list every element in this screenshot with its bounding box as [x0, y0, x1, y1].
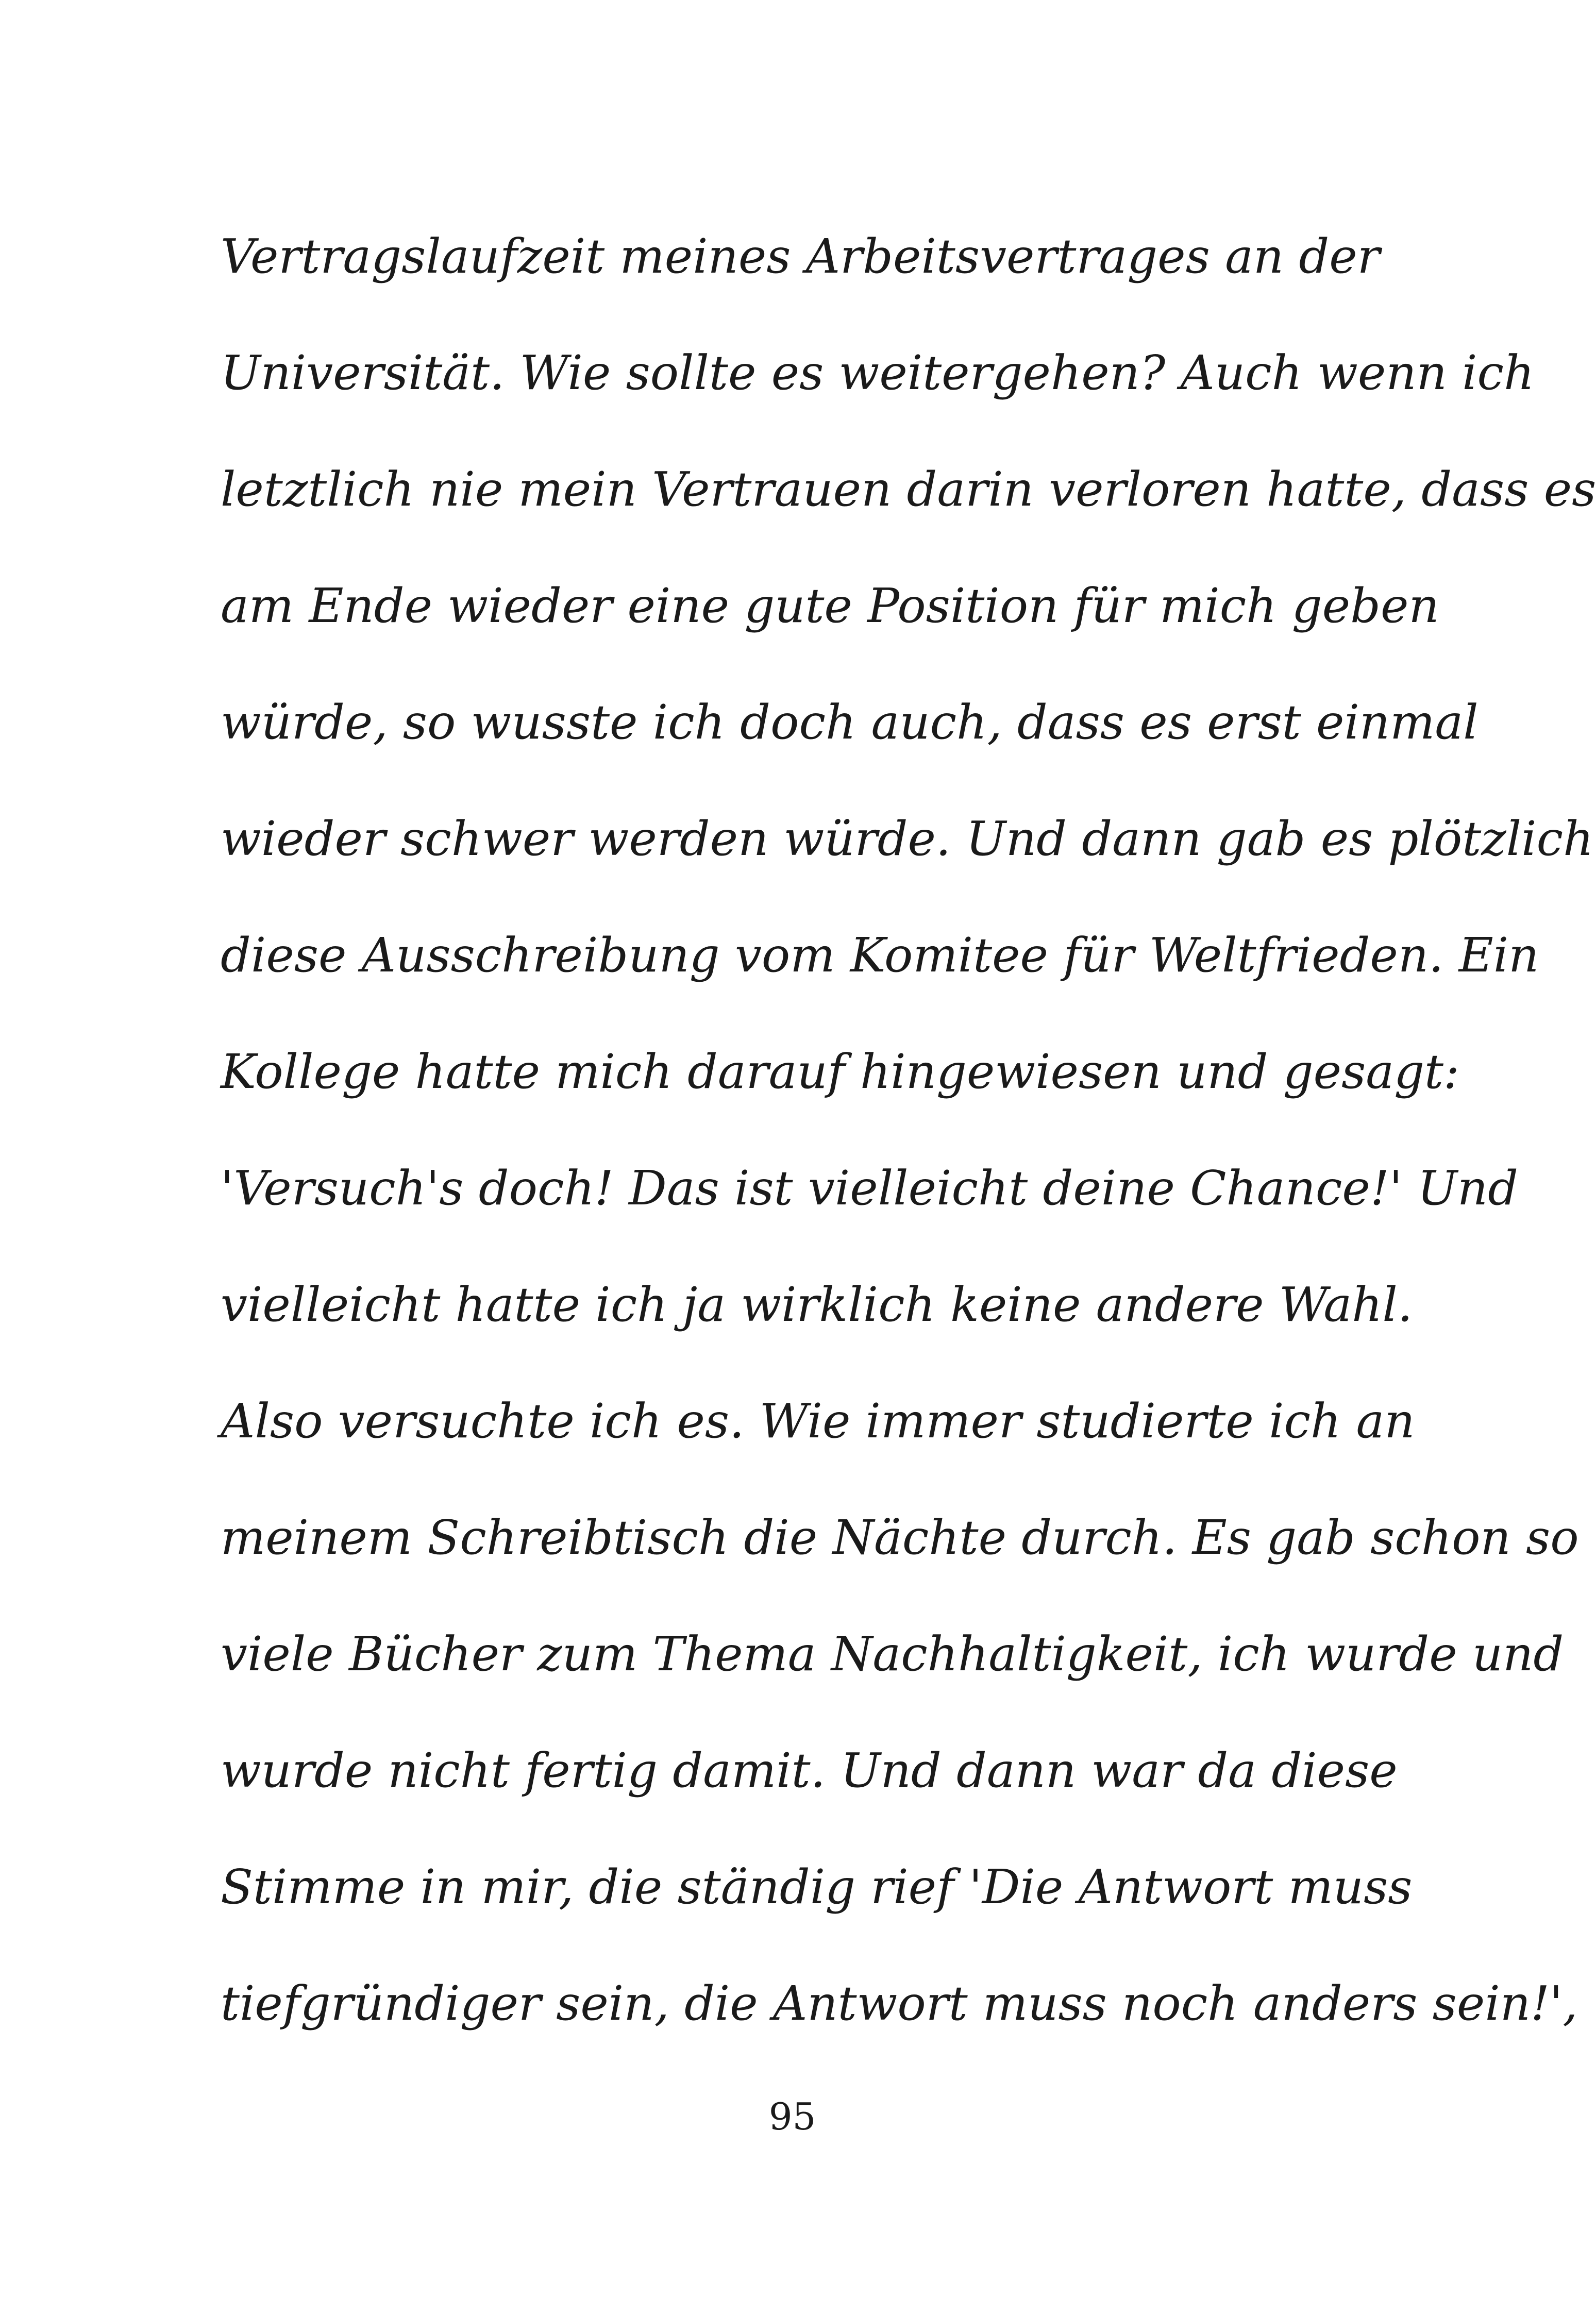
text-line: Also versuchte ich es. Wie immer studierte ich an: [221, 1394, 1415, 1449]
text-line: wurde nicht fertig damit. Und dann war da diese: [221, 1743, 1398, 1798]
text-line: Universität. Wie sollte es weitergehen? Auch wenn ich: [221, 345, 1535, 400]
text-line: Vertragslaufzeit meines Arbeitsvertrages an der: [221, 229, 1380, 284]
text-line: diese Ausschreibung vom Komitee für Weltfrieden. Ein: [221, 928, 1539, 983]
text-line: würde, so wusste ich doch auch, dass es erst einmal: [221, 695, 1479, 750]
text-line: am Ende wieder eine gute Position für mich geben: [221, 578, 1439, 633]
text-line: 'Versuch's doch! Das ist vielleicht deine Chance!' Und: [221, 1161, 1519, 1216]
text-line: tiefgründiger sein, die Antwort muss noch anders sein!',: [221, 1976, 1578, 2031]
body-text: [221, 226, 1596, 2089]
text-line: wieder schwer werden würde. Und dann gab es plötzlich: [221, 811, 1594, 866]
text-line: viele Bücher zum Thema Nachhaltigkeit, ich wurde und: [221, 1626, 1564, 1682]
text-line: letztlich nie mein Vertrauen darin verloren hatte, dass es: [221, 462, 1596, 517]
text-line: Kollege hatte mich darauf hingewiesen und gesagt:: [221, 1044, 1459, 1099]
text-line: Stimme in mir, die ständig rief 'Die Antwort muss: [221, 1859, 1413, 1915]
page-number: 95: [768, 2095, 816, 2138]
text-line: vielleicht hatte ich ja wirklich keine andere Wahl.: [221, 1277, 1413, 1332]
text-line: meinem Schreibtisch die Nächte durch. Es gab schon so: [221, 1510, 1579, 1565]
